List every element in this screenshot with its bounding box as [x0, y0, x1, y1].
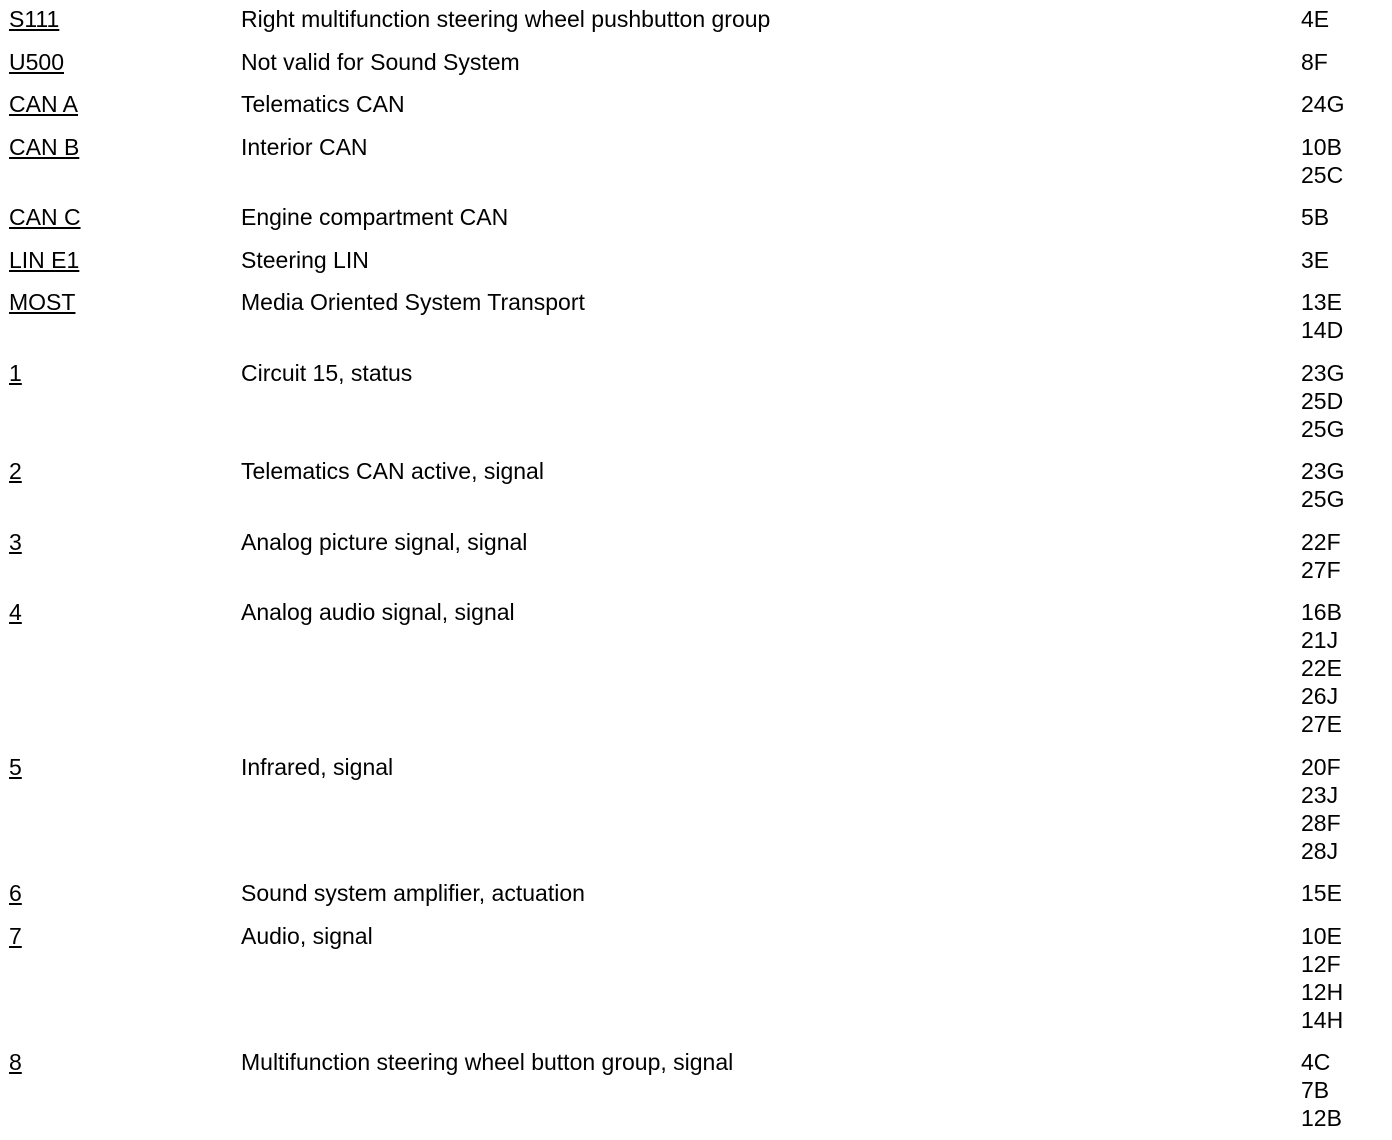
- grid-reference: 20F: [1301, 753, 1341, 780]
- grid-reference: 27F: [1301, 556, 1341, 583]
- code-link[interactable]: CAN B: [9, 133, 80, 160]
- code-cell: [0, 5, 241, 33]
- description: Telematics CAN: [241, 91, 405, 117]
- grid-reference: 23G: [1301, 359, 1345, 386]
- code-link[interactable]: 5: [9, 753, 22, 780]
- code-link[interactable]: 7: [9, 922, 22, 949]
- description: Steering LIN: [241, 246, 369, 273]
- code-link[interactable]: LIN E1: [9, 246, 80, 273]
- grid-reference: 22E: [1301, 655, 1342, 681]
- grid-reference: 10E: [1301, 922, 1342, 949]
- legend-row: [0, 203, 1392, 231]
- grid-reference: 23J: [1301, 781, 1339, 808]
- grid-reference: 25G: [1301, 486, 1345, 512]
- grid-reference: 25C: [1301, 161, 1344, 188]
- legend-row: [0, 753, 1392, 865]
- grid-references: [1301, 5, 1391, 33]
- grid-references: [1301, 48, 1391, 76]
- code-cell: [0, 133, 241, 161]
- code-link[interactable]: S111: [9, 6, 60, 32]
- grid-reference: 28J: [1301, 837, 1339, 864]
- description: Engine compartment CAN: [241, 204, 509, 230]
- grid-reference: 27E: [1301, 711, 1342, 737]
- code-link[interactable]: 6: [9, 880, 22, 906]
- grid-reference: 14D: [1301, 317, 1344, 343]
- grid-reference: 7B: [1301, 1077, 1330, 1103]
- code-link[interactable]: 8: [9, 1049, 22, 1075]
- code-link[interactable]: MOST: [9, 289, 76, 315]
- description: Not valid for Sound System: [241, 48, 520, 75]
- grid-reference: 21J: [1301, 627, 1339, 653]
- code-link[interactable]: U500: [9, 48, 64, 75]
- grid-reference: 4E: [1301, 6, 1330, 32]
- grid-references: [1301, 90, 1391, 118]
- grid-reference: 12H: [1301, 978, 1344, 1005]
- grid-reference: 28F: [1301, 809, 1341, 836]
- grid-references: [1301, 457, 1391, 513]
- legend-row: [0, 133, 1392, 189]
- legend-row: [0, 457, 1392, 513]
- grid-reference: 26J: [1301, 683, 1339, 709]
- description: Right multifunction steering wheel pushbutton group: [241, 6, 771, 32]
- legend-row: [0, 288, 1392, 344]
- description: Analog picture signal, signal: [241, 528, 528, 555]
- grid-references: [1301, 598, 1391, 738]
- grid-reference: 14H: [1301, 1006, 1344, 1033]
- code-cell: [0, 457, 241, 485]
- code-cell: [0, 246, 241, 274]
- code-link[interactable]: 4: [9, 599, 22, 625]
- description: Interior CAN: [241, 133, 368, 160]
- grid-reference: 12B: [1301, 1105, 1342, 1131]
- grid-reference: 4C: [1301, 1049, 1331, 1075]
- grid-reference: 16B: [1301, 599, 1342, 625]
- legend-row: [0, 528, 1392, 584]
- legend-row: [0, 879, 1392, 907]
- code-cell: [0, 528, 241, 556]
- code-cell: [0, 1048, 241, 1076]
- grid-references: [1301, 288, 1391, 344]
- code-cell: [0, 90, 241, 118]
- grid-reference: 13E: [1301, 289, 1342, 315]
- description: Infrared, signal: [241, 753, 394, 780]
- code-cell: [0, 359, 241, 387]
- grid-reference: 12F: [1301, 950, 1341, 977]
- legend-row: [0, 5, 1392, 33]
- grid-references: [1301, 528, 1391, 584]
- description: Circuit 15, status: [241, 359, 413, 386]
- grid-references: [1301, 879, 1391, 907]
- code-link[interactable]: CAN C: [9, 204, 81, 230]
- grid-references: [1301, 133, 1391, 189]
- grid-references: [1301, 203, 1391, 231]
- grid-references: [1301, 922, 1391, 1034]
- code-link[interactable]: CAN A: [9, 91, 79, 117]
- code-cell: [0, 879, 241, 907]
- legend-row: [0, 1048, 1392, 1132]
- description: Telematics CAN active, signal: [241, 458, 544, 484]
- grid-reference: 24G: [1301, 91, 1345, 117]
- code-cell: [0, 203, 241, 231]
- legend-row: [0, 246, 1392, 274]
- grid-reference: 25G: [1301, 415, 1345, 442]
- code-link[interactable]: 2: [9, 458, 22, 484]
- description: Multifunction steering wheel button group, signal: [241, 1049, 734, 1075]
- code-link[interactable]: 1: [9, 359, 22, 386]
- legend-row: [0, 359, 1392, 443]
- grid-reference: 15E: [1301, 880, 1342, 906]
- code-cell: [0, 598, 241, 626]
- grid-reference: 8F: [1301, 48, 1328, 75]
- legend-row: [0, 922, 1392, 1034]
- grid-references: [1301, 753, 1391, 865]
- description: Analog audio signal, signal: [241, 599, 515, 625]
- legend-row: [0, 90, 1392, 118]
- legend-row: [0, 48, 1392, 76]
- grid-reference: 23G: [1301, 458, 1345, 484]
- description: Sound system amplifier, actuation: [241, 880, 585, 906]
- grid-reference: 3E: [1301, 246, 1330, 273]
- grid-reference: 25D: [1301, 387, 1344, 414]
- grid-references: [1301, 246, 1391, 274]
- grid-references: [1301, 359, 1391, 443]
- code-cell: [0, 922, 241, 950]
- description: Audio, signal: [241, 922, 373, 949]
- grid-references: [1301, 1048, 1391, 1132]
- code-link[interactable]: 3: [9, 528, 22, 555]
- legend-row: [0, 598, 1392, 738]
- code-cell: [0, 48, 241, 76]
- grid-reference: 22F: [1301, 528, 1341, 555]
- description: Media Oriented System Transport: [241, 289, 585, 315]
- grid-reference: 5B: [1301, 204, 1330, 230]
- grid-reference: 10B: [1301, 133, 1342, 160]
- code-cell: [0, 753, 241, 781]
- code-cell: [0, 288, 241, 316]
